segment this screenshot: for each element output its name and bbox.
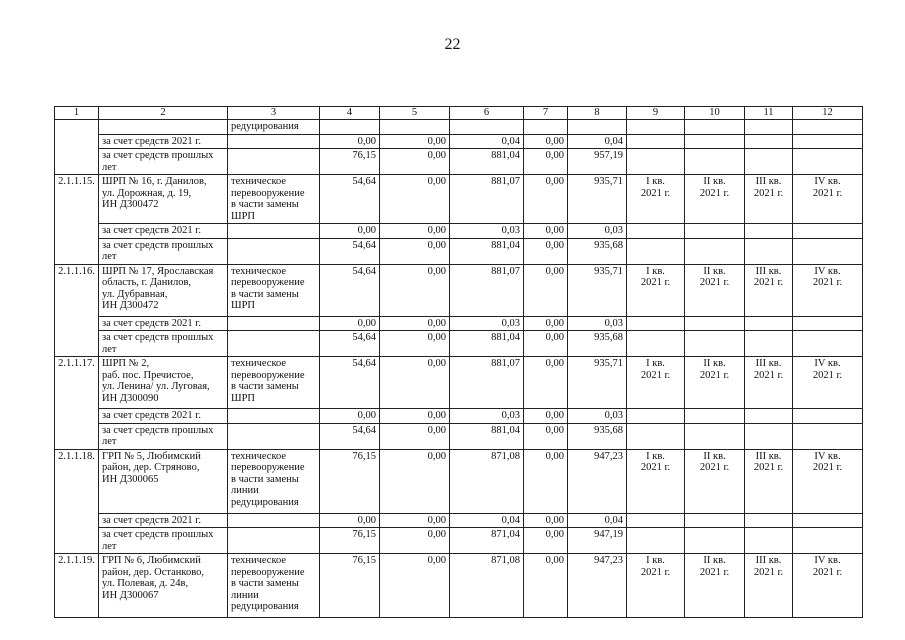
quarter-cell: II кв. 2021 г. (685, 357, 745, 409)
header-cell-11: 11 (745, 107, 793, 120)
funding-empty-cell (745, 513, 793, 528)
funding-value: 935,68 (568, 331, 627, 357)
quarter-cell: IV кв. 2021 г. (793, 264, 863, 316)
funding-empty-cell (627, 513, 685, 528)
quarter-cell: II кв. 2021 г. (685, 449, 745, 513)
quarter-cell: II кв. 2021 г. (685, 264, 745, 316)
continuation-row (55, 120, 863, 135)
continuation-empty-cell (568, 120, 627, 135)
funding-value: 0,04 (568, 134, 627, 149)
row-id: 2.1.1.15. (55, 175, 99, 265)
continuation-empty-cell (450, 120, 524, 135)
funding-empty-cell (627, 134, 685, 149)
work-type: техническое перевооружение в части замены линии редуцирования (228, 554, 320, 618)
row-id: 2.1.1.19. (55, 554, 99, 618)
quarter-cell: I кв. 2021 г. (627, 175, 685, 224)
quarter-cell: IV кв. 2021 г. (793, 554, 863, 618)
value-cell: 0,00 (524, 175, 568, 224)
quarter-cell: III кв. 2021 г. (745, 357, 793, 409)
quarter-cell: IV кв. 2021 г. (793, 357, 863, 409)
funding-type-empty (228, 528, 320, 554)
funding-label: за счет средств прошлых лет (99, 149, 228, 175)
funding-empty-cell (685, 238, 745, 264)
funding-value: 947,19 (568, 528, 627, 554)
work-type: техническое перевооружение в части замены линии редуцирования (228, 449, 320, 513)
header-cell-12: 12 (793, 107, 863, 120)
funding-empty-cell (745, 134, 793, 149)
funding-value: 957,19 (568, 149, 627, 175)
funding-empty-cell (685, 513, 745, 528)
continuation-empty-cell (380, 120, 450, 135)
work-type: техническое перевооружение в части замены ШРП (228, 357, 320, 409)
funding-empty-cell (627, 238, 685, 264)
funding-label: за счет средств 2021 г. (99, 513, 228, 528)
value-cell: 54,64 (320, 264, 380, 316)
header-cell-1: 1 (55, 107, 99, 120)
funding-row (55, 528, 863, 554)
funding-value: 0,00 (524, 423, 568, 449)
continuation-empty-cell (627, 120, 685, 135)
funding-row (55, 513, 863, 528)
page-number: 22 (444, 36, 461, 53)
funding-row (55, 331, 863, 357)
funding-value: 0,00 (524, 238, 568, 264)
header-cell-10: 10 (685, 107, 745, 120)
funding-value: 0,00 (524, 513, 568, 528)
funding-empty-cell (685, 134, 745, 149)
funding-row (55, 316, 863, 331)
value-cell: 947,23 (568, 554, 627, 618)
funding-empty-cell (793, 423, 863, 449)
value-cell: 76,15 (320, 554, 380, 618)
funding-label: за счет средств прошлых лет (99, 528, 228, 554)
funding-row (55, 409, 863, 424)
quarter-cell: III кв. 2021 г. (745, 264, 793, 316)
funding-empty-cell (745, 528, 793, 554)
object-name: ШРП № 16, г. Данилов, ул. Дорожная, д. 19, ИН Д300472 (99, 175, 228, 224)
funding-empty-cell (745, 423, 793, 449)
funding-empty-cell (627, 528, 685, 554)
quarter-cell: IV кв. 2021 г. (793, 449, 863, 513)
funding-value: 76,15 (320, 528, 380, 554)
continuation-empty-cell (320, 120, 380, 135)
continuation-name-cell (99, 120, 228, 135)
funding-empty-cell (745, 224, 793, 239)
value-cell: 0,00 (380, 554, 450, 618)
funding-value: 0,03 (450, 224, 524, 239)
value-cell: 947,23 (568, 449, 627, 513)
funding-value: 0,00 (380, 528, 450, 554)
row-id: 2.1.1.16. (55, 264, 99, 357)
funding-value: 0,00 (380, 238, 450, 264)
funding-value: 0,00 (320, 316, 380, 331)
funding-empty-cell (793, 316, 863, 331)
continuation-empty-cell (793, 120, 863, 135)
funding-label: за счет средств прошлых лет (99, 331, 228, 357)
funding-value: 871,04 (450, 528, 524, 554)
quarter-cell: I кв. 2021 г. (627, 264, 685, 316)
value-cell: 0,00 (524, 357, 568, 409)
funding-empty-cell (685, 409, 745, 424)
value-cell: 0,00 (380, 264, 450, 316)
row-id: 2.1.1.17. (55, 357, 99, 450)
funding-value: 0,04 (450, 513, 524, 528)
funding-type-empty (228, 409, 320, 424)
work-type: техническое перевооружение в части замены ШРП (228, 264, 320, 316)
table-row (55, 554, 863, 618)
funding-value: 0,03 (568, 409, 627, 424)
value-cell: 0,00 (380, 357, 450, 409)
value-cell: 0,00 (524, 449, 568, 513)
funding-value: 0,00 (380, 149, 450, 175)
value-cell: 0,00 (380, 175, 450, 224)
object-name: ШРП № 2, раб. пос. Пречистое, ул. Ленина/ ул. Луговая, ИН Д300090 (99, 357, 228, 409)
funding-value: 0,03 (450, 316, 524, 331)
funding-value: 0,00 (524, 224, 568, 239)
funding-value: 0,00 (524, 149, 568, 175)
header-cell-5: 5 (380, 107, 450, 120)
value-cell: 76,15 (320, 449, 380, 513)
value-cell: 871,08 (450, 449, 524, 513)
funding-row (55, 423, 863, 449)
funding-empty-cell (793, 331, 863, 357)
value-cell: 0,00 (380, 449, 450, 513)
continuation-type-cell: редуцирования (228, 120, 320, 135)
value-cell: 881,07 (450, 264, 524, 316)
value-cell: 54,64 (320, 175, 380, 224)
funding-row (55, 149, 863, 175)
funding-empty-cell (745, 238, 793, 264)
funding-value: 0,00 (380, 409, 450, 424)
header-cell-8: 8 (568, 107, 627, 120)
funding-value: 0,04 (450, 134, 524, 149)
value-cell: 935,71 (568, 357, 627, 409)
continuation-id-cell (55, 120, 99, 175)
table-row (55, 175, 863, 224)
funding-empty-cell (685, 224, 745, 239)
funding-value: 0,03 (568, 316, 627, 331)
funding-empty-cell (627, 409, 685, 424)
funding-type-empty (228, 331, 320, 357)
funding-empty-cell (685, 316, 745, 331)
value-cell: 54,64 (320, 357, 380, 409)
funding-value: 0,00 (320, 134, 380, 149)
header-cell-4: 4 (320, 107, 380, 120)
funding-empty-cell (627, 331, 685, 357)
funding-value: 0,00 (524, 528, 568, 554)
quarter-cell: III кв. 2021 г. (745, 554, 793, 618)
funding-value: 0,00 (524, 134, 568, 149)
investment-program-table (54, 106, 863, 618)
funding-empty-cell (745, 316, 793, 331)
quarter-cell: III кв. 2021 г. (745, 449, 793, 513)
quarter-cell: II кв. 2021 г. (685, 175, 745, 224)
funding-value: 54,64 (320, 238, 380, 264)
value-cell: 0,00 (524, 264, 568, 316)
object-name: ГРП № 6, Любимский район, дер. Останково, ул. Полевая, д. 24в, ИН Д300067 (99, 554, 228, 618)
funding-label: за счет средств прошлых лет (99, 238, 228, 264)
funding-label: за счет средств 2021 г. (99, 316, 228, 331)
funding-value: 0,00 (320, 409, 380, 424)
funding-type-empty (228, 513, 320, 528)
work-type: техническое перевооружение в части замены ШРП (228, 175, 320, 224)
funding-row (55, 224, 863, 239)
funding-empty-cell (745, 409, 793, 424)
funding-value: 0,00 (524, 316, 568, 331)
funding-value: 76,15 (320, 149, 380, 175)
funding-label: за счет средств 2021 г. (99, 134, 228, 149)
table-row (55, 357, 863, 409)
funding-value: 881,04 (450, 238, 524, 264)
funding-empty-cell (685, 149, 745, 175)
object-name: ГРП № 5, Любимский район, дер. Стряново, ИН Д300065 (99, 449, 228, 513)
funding-value: 0,00 (380, 134, 450, 149)
funding-empty-cell (685, 423, 745, 449)
funding-row (55, 134, 863, 149)
header-cell-7: 7 (524, 107, 568, 120)
funding-value: 0,00 (380, 513, 450, 528)
funding-empty-cell (627, 224, 685, 239)
object-name: ШРП № 17, Ярославская область, г. Данилов, ул. Дубравная, ИН Д300472 (99, 264, 228, 316)
funding-empty-cell (793, 528, 863, 554)
quarter-cell: II кв. 2021 г. (685, 554, 745, 618)
table-row (55, 449, 863, 513)
funding-type-empty (228, 423, 320, 449)
funding-empty-cell (627, 316, 685, 331)
value-cell: 0,00 (524, 554, 568, 618)
funding-value: 935,68 (568, 238, 627, 264)
continuation-empty-cell (524, 120, 568, 135)
header-cell-6: 6 (450, 107, 524, 120)
funding-value: 881,04 (450, 149, 524, 175)
header-cell-9: 9 (627, 107, 685, 120)
funding-type-empty (228, 224, 320, 239)
funding-value: 0,00 (320, 224, 380, 239)
funding-type-empty (228, 149, 320, 175)
continuation-empty-cell (745, 120, 793, 135)
funding-empty-cell (793, 238, 863, 264)
funding-empty-cell (793, 224, 863, 239)
funding-value: 0,00 (524, 409, 568, 424)
funding-empty-cell (685, 528, 745, 554)
funding-type-empty (228, 134, 320, 149)
funding-value: 54,64 (320, 423, 380, 449)
funding-value: 0,00 (380, 316, 450, 331)
value-cell: 935,71 (568, 264, 627, 316)
quarter-cell: IV кв. 2021 г. (793, 175, 863, 224)
funding-empty-cell (685, 331, 745, 357)
funding-empty-cell (793, 409, 863, 424)
funding-value: 0,00 (380, 224, 450, 239)
value-cell: 881,07 (450, 175, 524, 224)
funding-value: 0,04 (568, 513, 627, 528)
funding-value: 0,00 (524, 331, 568, 357)
funding-value: 0,00 (380, 423, 450, 449)
header-cell-2: 2 (99, 107, 228, 120)
funding-empty-cell (793, 149, 863, 175)
funding-value: 881,04 (450, 423, 524, 449)
funding-value: 935,68 (568, 423, 627, 449)
funding-empty-cell (793, 134, 863, 149)
value-cell: 881,07 (450, 357, 524, 409)
quarter-cell: I кв. 2021 г. (627, 357, 685, 409)
quarter-cell: III кв. 2021 г. (745, 175, 793, 224)
funding-empty-cell (627, 423, 685, 449)
table-header-row (55, 107, 863, 120)
funding-value: 881,04 (450, 331, 524, 357)
funding-value: 0,03 (568, 224, 627, 239)
funding-empty-cell (793, 513, 863, 528)
funding-empty-cell (745, 331, 793, 357)
row-id: 2.1.1.18. (55, 449, 99, 554)
funding-label: за счет средств 2021 г. (99, 224, 228, 239)
funding-empty-cell (627, 149, 685, 175)
continuation-empty-cell (685, 120, 745, 135)
funding-type-empty (228, 316, 320, 331)
header-cell-3: 3 (228, 107, 320, 120)
quarter-cell: I кв. 2021 г. (627, 554, 685, 618)
funding-value: 0,00 (380, 331, 450, 357)
funding-value: 0,03 (450, 409, 524, 424)
funding-label: за счет средств прошлых лет (99, 423, 228, 449)
funding-value: 54,64 (320, 331, 380, 357)
value-cell: 935,71 (568, 175, 627, 224)
quarter-cell: I кв. 2021 г. (627, 449, 685, 513)
table-row (55, 264, 863, 316)
value-cell: 871,08 (450, 554, 524, 618)
funding-empty-cell (745, 149, 793, 175)
funding-type-empty (228, 238, 320, 264)
funding-row (55, 238, 863, 264)
funding-value: 0,00 (320, 513, 380, 528)
funding-label: за счет средств 2021 г. (99, 409, 228, 424)
